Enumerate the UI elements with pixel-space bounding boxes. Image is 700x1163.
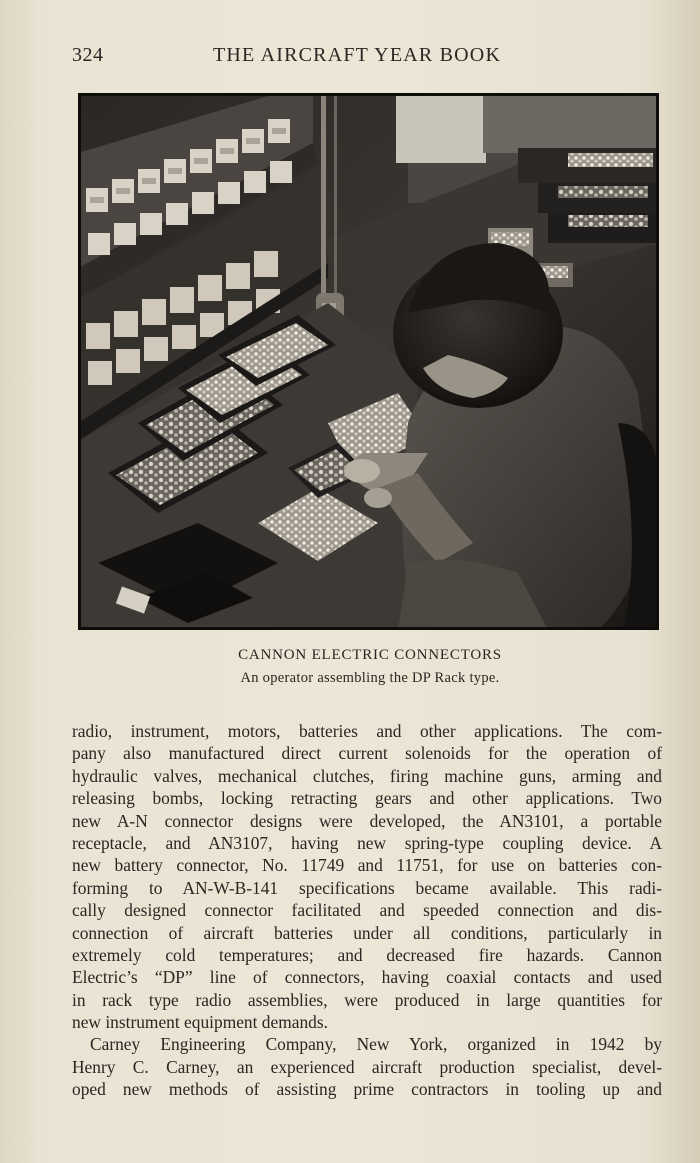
page-number: 324 xyxy=(72,44,104,66)
text-line: pany also manufactured direct current solenoids for the operation of xyxy=(72,743,662,764)
text-line: Carney Engineering Company, New York, organized in 1942 by xyxy=(90,1034,662,1055)
text-line: radio, instrument, motors, batteries and other applications. The com- xyxy=(72,721,662,741)
text-line: in rack type radio assemblies, were produced in large quantities for xyxy=(72,989,662,1010)
text-line: receptacle, and AN3107, having new spring-type coupling device. A xyxy=(72,832,662,853)
paragraph-1 xyxy=(72,720,662,1033)
text-line: new battery connector, No. 11749 and 11751, for use on batteries con- xyxy=(72,855,662,876)
text-line: forming to AN-W-B-141 specifications became available. This radi- xyxy=(72,877,662,898)
text-line: extremely cold temperatures; and decreased fire hazards. Cannon xyxy=(72,944,662,965)
photo-illustration xyxy=(78,93,659,630)
text-line: oped new methods of assisting prime contractors in tooling up and xyxy=(72,1079,662,1100)
text-line: new instrument equipment demands. xyxy=(72,1012,328,1033)
body-text xyxy=(72,720,662,1101)
text-line: Henry C. Carney, an experienced aircraft production specialist, devel- xyxy=(72,1056,662,1077)
figure-caption-subtitle: An operator assembling the DP Rack type. xyxy=(240,670,500,686)
text-line: hydraulic valves, mechanical clutches, firing machine guns, arming and xyxy=(72,765,662,786)
text-line: releasing bombs, locking retracting gears and other applications. Two xyxy=(72,788,662,809)
running-head: THE AIRCRAFT YEAR BOOK xyxy=(213,44,502,66)
text-line: cally designed connector facilitated and speeded connection and dis- xyxy=(72,900,662,921)
paragraph-2 xyxy=(72,1033,662,1100)
figure-caption-title: CANNON ELECTRIC CONNECTORS xyxy=(238,647,502,663)
text-line: connection of aircraft batteries under all conditions, particularly in xyxy=(72,922,662,943)
text-line: Electric’s “DP” line of connectors, having coaxial contacts and used xyxy=(72,967,662,988)
photograph xyxy=(78,93,659,630)
text-line: new A-N connector designs were developed, the AN3101, a portable xyxy=(72,810,662,831)
